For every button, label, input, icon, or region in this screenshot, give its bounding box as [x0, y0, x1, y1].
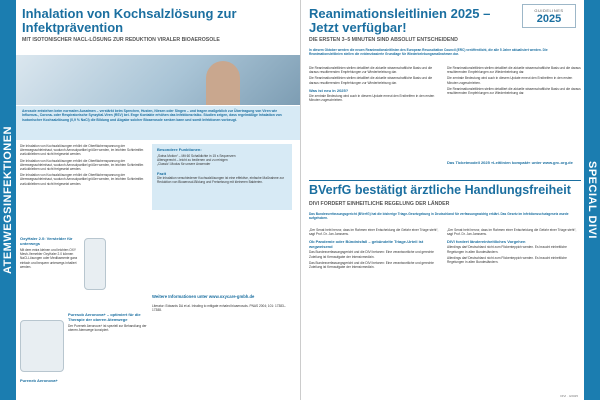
left-col1: Die Inhalation von Kochsalzlösungen erhöht die Oberflächenspannung der Atemwegsschleimhaut, wodurch Aerosolpartikel größer werden, im leichten Schleimfilm zurückbleiben und nicht freigesetzt werden. Die Inhalation von Kochsalzlösungen erhöht die Oberflächenspannung der Atemwegsschleimhaut, wodurch Aerosolpartikel größer werden, im leichten Schleimfilm zurückbleiben und nicht freigesetzt werden. Die Inhalation von Kochsalzlösungen erhöht die Oberflächenspannung der Atemwegsschleimhaut, wodurch Aerosolpartikel größer werden, im leichten Schleimfilm zurückbleiben und nicht freigesetzt werden.: [20, 144, 144, 186]
right-page: [300, 0, 600, 400]
product1: OxyHaler 2.0: Verstelder für unterwegs Mit dem extra kleinen und leichten OXY Mesh-Vernebler OxyHaler 2.0 können NaCl-Lösungen oder Medikamente ganz einfach und bequem unterwegs inhaliert werden.: [20, 236, 78, 269]
guidelines-logo: GUIDELINES 2025: [522, 4, 576, 28]
device-label: Pureneb Aeronova+: [20, 378, 58, 383]
right-lower-col2: „Der Senat hebt hervor, dass im Rahmen einer Entscheidung die Gefahr einer Triage steht“, sagt Prof. Dr. Jan Janssens. DIVI fordert ländereinheitliches Vorgehen Allerdings darf Deutschland nicht zum Flickenteppich werden. Es braucht einheitliche Regelungen in allen Bundesländern. Allerdings darf Deutschland nicht zum Flickenteppich werden. Es braucht einheitliche Regelungen in allen Bundesländern.: [447, 228, 577, 265]
person-figure: [206, 61, 240, 105]
ticket-link[interactable]: Das Ticketmodell 2025 »Leitlinien kompakt« unter www.grc-org.de: [447, 160, 573, 165]
right-title: Reanimationsleitlinien 2025 – Jetzt verfügbar!: [309, 6, 491, 36]
product2: Puresob Aeronova+ – optimiert für die Therapie der oberen Atemwege Der Pureneb Aeronova+ ist speziell zur Behandlung der oberen Atemwege konzipiert.: [68, 312, 147, 333]
lead2: Das Bundesverfassungsgericht (BVerfG) hat die bisherige Triage-Gesetzgebung in Deutschland für verfassungswidrig erklärt. Das Gesetz im Infektionsschutzgesetz wurde aufgehoben.: [309, 212, 569, 221]
side-tab-left: ATEMWEGSINFEKTIONEN: [0, 0, 16, 400]
benefits-box: Besondere Funktionen: „Swiss Motion“ – Mit 60 Schalldichte in 15 s Sequenzen Altersgerecht – leicht zu bedienen und zu reinigen „Classic“-Modus für unsere Anwender Fazit Die Inhalation verschiedener Kochsalzlösungen ist eine effektive, einfache Maßnahme zur Reduktion von Bioaerosol-Bildung und Freisetzung mit kleineren Bakterien.: [152, 144, 292, 210]
intro-box: Aerosole entstehen beim normalen Ausatmen – verstärkt beim Sprechen, Husten, Niesen oder Singen – und tragen maßgeblich zur Übertragung von Viren wie Influenza-, Corona- oder Respiratorische Synzytial-Viren (RSV) bei. Enge Kontakte erhöhen das Infektionsrisiko. Studien zeigen, dass regelmäßige Inhalation von isotonischer Kochsalzlösung (0,9 % NaCl) die Bildung und Abgabe solcher Bioaerosole senken kann und somit Infektionen vorbeugt.: [16, 106, 300, 140]
references: Literatur: Edwards DA et al. Inhaling to mitigate exhaled bioaerosols. PNAS 2004; 101: 17383–17388.: [152, 304, 286, 313]
hero-image: [16, 55, 300, 105]
side-tab-right: SPECIAL DIVI: [584, 0, 600, 400]
right-col1: Die Reanimationsleitlinien stellen detailliert die aktuelle wissenschaftliche Basis und die daraus resultierenden Empfehlungen zur Wiederbelebung dar. Die Reanimationsleitlinien stellen detailliert die aktuelle wissenschaftliche Basis und die daraus resultierenden Empfehlungen zur Wiederbelebung dar. Was ist neu in 2025? Die zentrale Bedeutung wird auch in diesem Update erneut den Ersthelfern in den ersten Minuten zugeschrieben.: [309, 66, 435, 103]
pureneb-device: [20, 320, 64, 372]
left-subtitle: MIT ISOTONISCHER NACL-LÖSUNG ZUR REDUKTION VIRALER BIOAEROSOLE: [22, 37, 220, 43]
right-intro: In diesem Oktober werden die neuen Reanimationsleitlinien des European Resuscitation Council (ERC) veröffentlicht, die alle 5 Jahre aktualisiert werden. Die Reanimationsleitlinien stellen die evidenzbasierte Grundlage für Wiederbelebungsmaßnahmen dar.: [309, 48, 548, 57]
footer-right: DIVI · 4/2025: [560, 394, 578, 398]
headline2: BVerfG bestätigt ärztliche Handlungsfreiheit: [309, 183, 571, 197]
right-subtitle: DIE ERSTEN 3–5 MINUTEN SIND ABSOLUT ENTSCHEIDEND: [309, 37, 458, 43]
oxyhaler-device: [84, 238, 106, 290]
subtitle2: DIVI FORDERT EINHEITLICHE REGELUNG DER LÄNDER: [309, 201, 450, 207]
right-lower-col1: „Der Senat hebt hervor, dass im Rahmen einer Entscheidung die Gefahr einer Triage steht“, sagt Prof. Dr. Jan Janssens. Ob Pandemie oder Bündnisfall – gebündelte Triage-Urteil ist wegweisend Das Bundesverfassungsgericht und die DIVI betonen: Eine verantwortliche und gerechte Zuteilung ist Kernaufgabe der Intensivmedizin. Das Bundesverfassungsgericht und die DIVI betonen: Eine verantwortliche und gerechte Zuteilung ist Kernaufgabe der Intensivmedizin.: [309, 228, 439, 270]
section-divider: [309, 180, 581, 181]
left-title: Inhalation von Kochsalzlösung zur Infektprävention: [22, 6, 237, 36]
more-info-link[interactable]: Weitere Informationen unter www.oxycare-gmbh.de: [152, 294, 255, 299]
right-col2: Die Reanimationsleitlinien stellen detailliert die aktuelle wissenschaftliche Basis und die daraus resultierenden Empfehlungen zur Wiederbelebung dar. Die zentrale Bedeutung wird auch in diesem Update erneut den Ersthelfern in den ersten Minuten zugeschrieben. Die Reanimationsleitlinien stellen detailliert die aktuelle wissenschaftliche Basis und die daraus resultierenden Empfehlungen zur Wiederbelebung dar.: [447, 66, 581, 96]
